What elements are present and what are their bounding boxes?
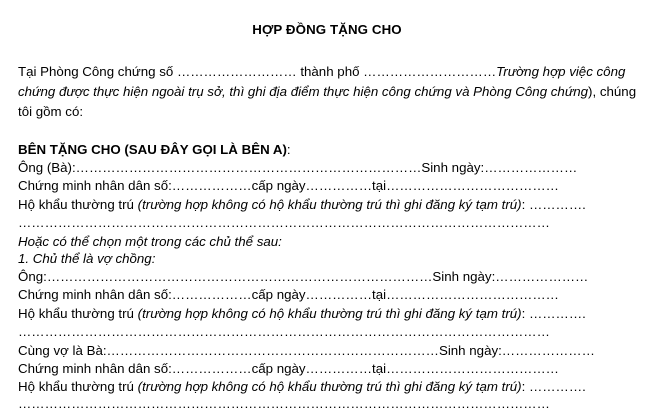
husband-residence-label: Hộ khẩu thường trú (18, 306, 138, 321)
section-a-name-row: Ông (Bà):……………………………………………………………………Sinh ngày:………………… (18, 160, 578, 175)
intro-line-2-italic: chứng được thực hiện ngoài trụ sở, thì ghi địa điểm thực hiện công chứng và Phòng Công chứng (18, 84, 589, 99)
section-a-heading (18, 142, 291, 158)
husband-id-row: Chứng minh nhân dân số:………………cấp ngày……………tại………………………………… (18, 287, 559, 302)
wife-residence-label: Hộ khẩu thường trú (18, 379, 138, 394)
wife-residence-row (18, 379, 586, 395)
husband-dots-row: ………………………………………………………………………………………………………… (18, 324, 550, 339)
section-a-id-row: Chứng minh nhân dân số:………………cấp ngày……………tại………………………………… (18, 178, 559, 193)
wife-id-row: Chứng minh nhân dân số:………………cấp ngày……………tại………………………………… (18, 361, 559, 376)
wife-residence-note: (trường hợp không có hộ khẩu thường trú thì ghi đăng ký tạm trú) (137, 379, 522, 394)
husband-residence-dots: : …………. (521, 306, 586, 321)
alternatives-line-2: 1. Chủ thể là vợ chồng: (18, 251, 156, 266)
section-a-residence-note: (trường hợp không có hộ khẩu thường trú thì ghi đăng ký tạm trú) (137, 197, 522, 212)
section-a-heading-colon: : (286, 142, 291, 157)
wife-dots-row: ………………………………………………………………………………………………………… (18, 396, 550, 411)
section-a-dots-row: ………………………………………………………………………………………………………… (18, 215, 550, 230)
intro-line-2-text: ), chúng (588, 84, 637, 99)
alternatives-line-1: Hoặc có thể chọn một trong các chủ thể sau: (18, 234, 282, 249)
section-a-residence-row (18, 197, 586, 213)
husband-residence-row (18, 306, 586, 322)
wife-name-row: Cùng vợ là Bà:…………………………………………………………………Sinh ngày:………………… (18, 343, 595, 358)
intro-line-2 (18, 84, 636, 100)
husband-residence-note: (trường hợp không có hộ khẩu thường trú thì ghi đăng ký tạm trú) (137, 306, 522, 321)
wife-residence-dots: : …………. (521, 379, 586, 394)
husband-name-row: Ông:……………………………………………………………………………Sinh ngày:………………… (18, 269, 589, 284)
section-a-residence-dots: : …………. (521, 197, 586, 212)
intro-line-1-italic: Trường hợp việc công (496, 64, 626, 79)
document-title: HỢP ĐỒNG TẶNG CHO (252, 22, 402, 37)
intro-line-3: tôi gồm có: (18, 104, 84, 119)
section-a-residence-label: Hộ khẩu thường trú (18, 197, 138, 212)
section-a-heading-text: BÊN TẶNG CHO (SAU ĐÂY GỌI LÀ BÊN A) (18, 142, 287, 157)
intro-line-1-text: Tại Phòng Công chứng số ……………………… thành phố ………………………… (18, 64, 497, 79)
intro-line-1 (18, 64, 625, 80)
